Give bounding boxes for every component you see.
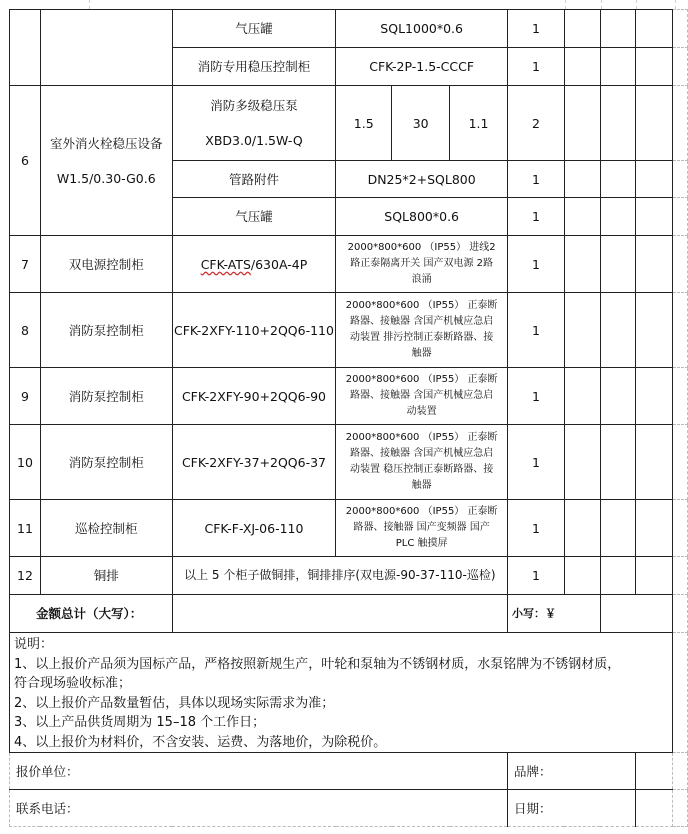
desc-line: 路器、接触器 含国产机械应急启 [350, 316, 494, 327]
desc-cell [336, 500, 508, 557]
row-no-cell: 7 [10, 236, 41, 293]
row-no-cell: 11 [10, 500, 41, 557]
footer-row [10, 753, 688, 790]
notes-line: 3、以上产品供货周期为 15–18 个工作日； [14, 715, 266, 730]
notes-line: 4、以上报价为材料价，不含安装、运费、为落地价，为除税价。 [14, 734, 387, 750]
desc-line: 动装置 [406, 406, 437, 417]
sub-item-name: 气压罐 [172, 10, 336, 48]
qty-cell: 1 [508, 161, 565, 198]
notes-row [10, 633, 688, 753]
total-row [10, 595, 688, 633]
notes-line: 1、以上报价产品须为国标产品，严格按照新规生产，叶轮和泵轴为不锈钢材质，水泵铭牌为不锈钢材质， [14, 656, 621, 672]
desc-line: PLC 触摸屏 [395, 538, 448, 549]
model-part: /630A-4P [250, 256, 308, 272]
desc-line: 触器 [411, 348, 432, 359]
desc-line: 2000*800*600 （IP55） 正泰断 [345, 374, 498, 385]
desc-cell [336, 368, 508, 425]
notes-line: 符合现场验收标准； [14, 676, 132, 691]
model-part: CFK-ATS [200, 256, 251, 272]
total-small-cell [600, 595, 673, 633]
desc-line: 动装置 稳压控制正泰断路器、接 [350, 464, 494, 475]
qty-cell: 1 [508, 368, 565, 425]
desc-cell [336, 425, 508, 500]
row-no-cell: 8 [10, 293, 41, 368]
pump-model: XBD3.0/1.5W-Q [205, 133, 303, 148]
table-row [10, 86, 688, 161]
desc-line: 路器、接触器 国产变频器 国产 [353, 522, 490, 533]
brand-label: 品牌： [508, 753, 636, 790]
total-amount-cell [172, 595, 507, 633]
qty-cell: 1 [508, 10, 565, 48]
row-name-cell [40, 86, 172, 236]
table-row [10, 368, 688, 425]
table-row [10, 425, 688, 500]
desc-line: 路器、接触器 含国产机械应急启 [350, 390, 494, 401]
sub-item-name: 气压罐 [172, 198, 336, 236]
sub-item-name: 消防专用稳压控制柜 [172, 48, 336, 86]
notes [10, 633, 673, 753]
spec-cell: SQL1000*0.6 [336, 10, 508, 48]
total-small-label: 小写：￥ [508, 595, 601, 633]
desc-cell [336, 236, 508, 293]
notes-line: 2、以上报价产品数量暂估，具体以现场实际需求为准； [14, 695, 335, 711]
qty-cell: 1 [508, 48, 565, 86]
spec-cell: DN25*2+SQL800 [336, 161, 508, 198]
model-cell: CFK-2XFY-110+2QQ6-110 [172, 293, 336, 368]
table-row [10, 236, 688, 293]
model-cell: CFK-2XFY-90+2QQ6-90 [172, 368, 336, 425]
spec-cell: SQL800*0.6 [336, 198, 508, 236]
row-no-cell: 12 [10, 557, 41, 595]
param-cell: 1.5 [336, 86, 392, 161]
date-label: 日期： [508, 790, 636, 827]
desc-line: 2000*800*600 （IP55） 正泰断 [345, 432, 498, 443]
row-name-cell: 消防泵控制柜 [40, 368, 172, 425]
desc-line: 浪涌 [411, 274, 432, 285]
row-no-cell: 9 [10, 368, 41, 425]
qty-cell: 1 [508, 557, 565, 595]
top-ghost-lines [0, 0, 688, 9]
qty-cell: 1 [508, 500, 565, 557]
row-name-cell: 消防泵控制柜 [40, 293, 172, 368]
item-model: W1.5/0.30-G0.6 [56, 170, 156, 186]
row-name-cell: 巡检控制柜 [40, 500, 172, 557]
table-row [10, 500, 688, 557]
total-label: 金额总计（大写）： [10, 595, 173, 633]
row-name-cell: 双电源控制柜 [40, 236, 172, 293]
desc-line: 路正泰隔离开关 国产双电源 2路 [350, 258, 494, 269]
desc-line: 路器、接触器 含国产机械应急启 [350, 448, 494, 459]
model-cell: CFK-2XFY-37+2QQ6-37 [172, 425, 336, 500]
sub-item-name [172, 86, 336, 161]
row-name-cell: 铜排 [40, 557, 172, 595]
quotation-table [9, 9, 688, 827]
notes-line: 说明： [14, 637, 54, 652]
desc-line: 触器 [411, 480, 432, 491]
footer-row [10, 790, 688, 827]
desc-line: 2000*800*600 （IP55） 正泰断 [345, 300, 498, 311]
sub-item-name: 管路附件 [172, 161, 336, 198]
param-cell: 30 [392, 86, 450, 161]
model-cell: CFK-F-XJ-06-110 [172, 500, 336, 557]
row-no-cell: 6 [10, 86, 41, 236]
qty-cell: 1 [508, 293, 565, 368]
desc-cell [336, 293, 508, 368]
qty-cell: 1 [508, 236, 565, 293]
model-cell [172, 236, 336, 293]
desc-cell: 以上 5 个柜子做铜排，铜排排序(双电源-90-37-110-巡检) [172, 557, 507, 595]
table-row [10, 557, 688, 595]
quote-unit-label: 报价单位： [10, 753, 508, 790]
table-row [10, 10, 688, 48]
row-no-cell: 10 [10, 425, 41, 500]
row-no-cell [10, 10, 41, 86]
row-name-cell: 消防泵控制柜 [40, 425, 172, 500]
qty-cell: 1 [508, 198, 565, 236]
table-row [10, 293, 688, 368]
contact-phone-label: 联系电话： [10, 790, 508, 827]
row-name-cell [40, 10, 172, 86]
desc-line: 动装置 排污控制正泰断路器、接 [350, 332, 494, 343]
qty-cell: 1 [508, 425, 565, 500]
item-name: 室外消火栓稳压设备 [50, 135, 163, 151]
spec-cell: CFK-2P-1.5-CCCF [336, 48, 508, 86]
desc-line: 2000*800*600 （IP55） 正泰断 [345, 506, 498, 517]
pump-name: 消防多级稳压泵 [210, 98, 298, 113]
qty-cell: 2 [508, 86, 565, 161]
desc-line: 2000*800*600 （IP55） 进线2 [347, 242, 496, 253]
param-cell: 1.1 [450, 86, 508, 161]
